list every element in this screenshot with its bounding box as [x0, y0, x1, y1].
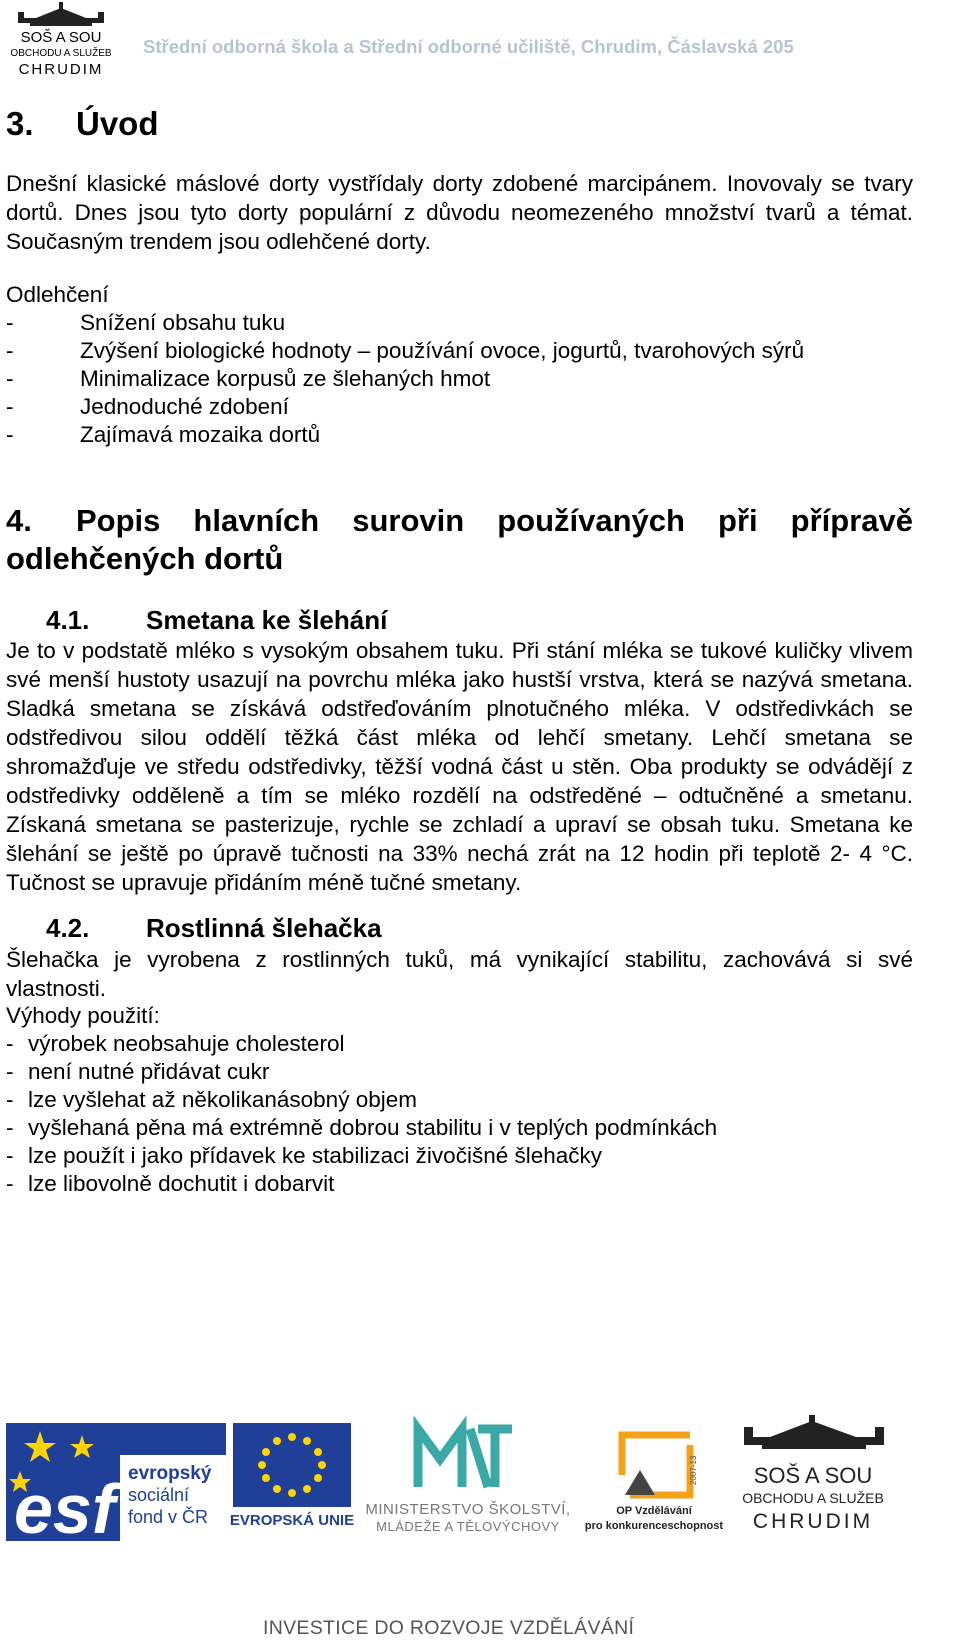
esf-logo: [6, 1423, 226, 1548]
section-4-2-number: 4.2.: [46, 913, 90, 943]
footer-school-line2: OBCHODU A SLUŽEB: [742, 1490, 884, 1506]
footer-slogan: INVESTICE DO ROZVOJE VZDĚLÁVÁNÍ: [263, 1617, 635, 1639]
smetana-paragraph: Je to v podstatě mléko s vysokým obsahem tuku. Při stání mléka se tukové kuličky vlivem své menší hustoty usazují na povrchu mléka jako hustší vrstva, která se nazývá smetana. Sladká smetana se získává odstřeďováním plnotučného mléka. V odstředivkách se odstředivou silou oddělí těžká část mléka od lehčí smetany. Lehčí smetana se shromažďuje ve středu odstředivky, těžší vodná část u stěn. Oba produkty se odvádějí z odstředivky odděleně a tím se mléko rozdělí na odstředěné – odtučněné a smetanu. Získaná smetana se pasterizuje, rychle se zchladí a upraví se obsah tuku. Smetana ke šlehání se ještě po úpravě tučnosti na 33% nechá zrát na 12 hodin při teplotě 2- 4 °C. Tučnost se upravuje přidáním méně tučné smetany.: [6, 638, 913, 895]
list-item: - Jednoduché zdobení: [6, 394, 289, 419]
list-item: - není nutné přidávat cukr: [6, 1059, 270, 1084]
list-item: - lze libovolně dochutit i dobarvit: [6, 1171, 335, 1196]
section-4-2-title: Rostlinná šlehačka: [146, 913, 382, 943]
section-4-title-line2: odlehčených dortů: [6, 541, 284, 576]
school-logo: [6, 2, 116, 78]
list-item: - vyšlehaná pěna má extrémně dobrou stabilitu i v teplých podmínkách: [6, 1115, 718, 1140]
list-item: - Snížení obsahu tuku: [6, 310, 286, 335]
section-4-1-number: 4.1.: [46, 605, 90, 635]
vyhody-title: Výhody použití:: [6, 1003, 160, 1028]
eu-label: EVROPSKÁ UNIE: [229, 1512, 355, 1529]
op-line1: OP Vzdělávání: [616, 1505, 692, 1517]
section-3-heading: [6, 105, 159, 143]
section-4-2-heading: [46, 913, 382, 943]
logo-mid: OBCHODU A SLUŽEB: [10, 48, 112, 59]
castle-icon: [18, 2, 104, 26]
msmt-line2: MLÁDEŽE A TĚLOVÝCHOVY: [376, 1519, 560, 1534]
op-years: 2007-13: [689, 1455, 698, 1485]
slehacka-paragraph: Šlehačka je vyrobena z rostlinných tuků, má vynikající stabilitu, zachovává si své vlastnosti.: [6, 947, 913, 1001]
castle-icon: [744, 1415, 884, 1449]
footer-school-line1: SOŠ A SOU: [753, 1463, 873, 1488]
list-item: - lze použít i jako přídavek ke stabilizaci živočišné šlehačky: [6, 1143, 603, 1168]
odlehceni-title: Odlehčení: [6, 282, 109, 307]
footer-logos: [0, 1415, 960, 1615]
section-4-1-heading: [46, 605, 387, 635]
footer-school-logo: [742, 1415, 884, 1533]
logo-top: SOŠ A SOU: [20, 29, 102, 46]
list-item: - Zajímavá mozaika dortů: [6, 422, 321, 447]
logo-bottom: CHRUDIM: [18, 61, 104, 78]
list-item: - Minimalizace korpusů ze šlehaných hmot: [6, 366, 491, 391]
section-3-number: 3.: [6, 105, 34, 142]
list-item: - Zvýšení biologické hodnoty – používání ovoce, jogurtů, tvarohových sýrů: [6, 338, 805, 363]
msmt-symbol-icon: [418, 1429, 512, 1487]
esf-line2: sociální: [128, 1485, 190, 1505]
section-3-title: Úvod: [76, 105, 159, 142]
section-4-title-line1: Popis hlavních surovin používaných při přípravě: [76, 503, 913, 538]
intro-paragraph: Dnešní klasické máslové dorty vystřídaly dorty zdobené marcipánem. Inovovaly se tvary dortů. Dnes jsou tyto dorty populární z důvodu neomezeného množství tvarů a témat. Současným trendem jsou odlehčené dorty.: [6, 171, 913, 254]
esf-line1: evropský: [128, 1463, 212, 1484]
esf-letters: esf: [14, 1470, 116, 1548]
section-4-1-title: Smetana ke šlehání: [146, 605, 388, 635]
msmt-line1: MINISTERSTVO ŠKOLSTVÍ,: [365, 1501, 571, 1518]
esf-line3: fond v ČR: [128, 1507, 209, 1527]
eu-logo: [230, 1423, 354, 1529]
op-line2: pro konkurenceschopnost: [584, 1520, 724, 1532]
list-item: - lze vyšlehat až několikanásobný objem: [6, 1087, 417, 1112]
section-4-number: 4.: [6, 503, 32, 538]
footer-school-line3: CHRUDIM: [752, 1510, 874, 1533]
list-item: - výrobek neobsahuje cholesterol: [6, 1031, 345, 1056]
section-4-heading-line1: [6, 502, 913, 540]
header-school-name: Střední odborná škola a Střední odborné učiliště, Chrudim, Čáslavská 205: [143, 36, 794, 57]
op-logo: [585, 1435, 723, 1532]
msmt-logo: [365, 1429, 570, 1534]
